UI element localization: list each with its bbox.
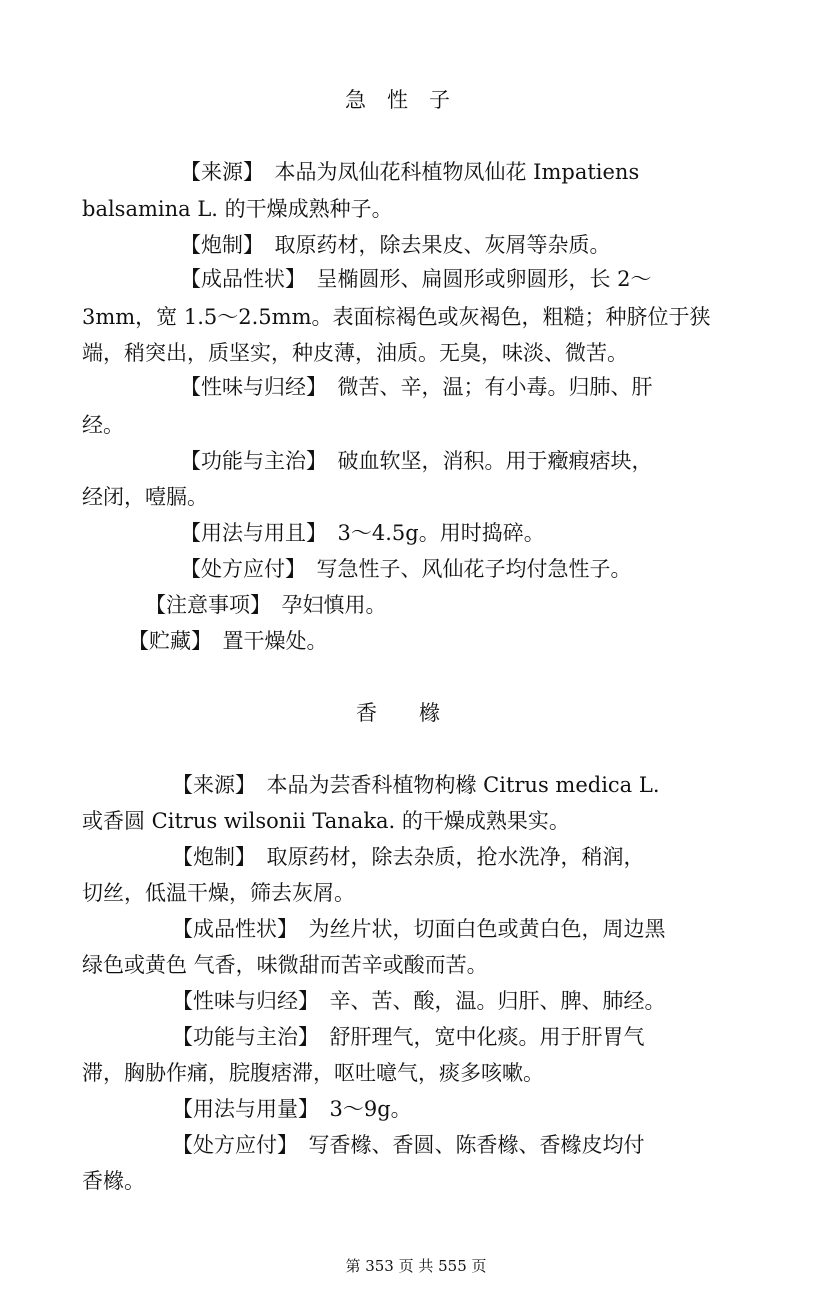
text-line: 或香圆 Citrus wilsonii Tanaka. 的干燥成熟果实。 [82,809,570,833]
text-line: 【贮藏】 置干燥处。 [128,629,328,653]
text-line: 香橼。 [82,1169,145,1193]
text-line: 端，稍突出，质坚实，种皮薄，油质。无臭，味淡、微苦。 [82,341,628,365]
text-line: 绿色或黄色 气香，味微甜而苦辛或酸而苦。 [82,953,488,977]
text-line: 经闭，噎膈。 [82,485,208,509]
text-line: 【来源】 本品为凤仙花科植物凤仙花 Impatiens [180,160,640,184]
text-line: 【功能与主治】 破血软坚，消积。用于癥瘕痞块， [180,449,653,473]
text-line: 【成品性状】 呈椭圆形、扁圆形或卵圆形，长 2～ [180,267,652,291]
text-line: balsamina L. 的干燥成熟种子。 [82,197,393,221]
section-title: 香 橼 [356,701,440,725]
text-line: 【处方应付】 写香橼、香圆、陈香橼、香橼皮均付 [172,1133,645,1157]
section-title: 急 性 子 [345,88,450,112]
text-line: 3mm，宽 1.5～2.5mm。表面棕褐色或灰褐色，粗糙；种脐位于狭 [82,305,711,329]
text-line: 【用法与用且】 3～4.5g。用时捣碎。 [180,521,545,545]
text-line: 【性味与归经】 微苦、辛，温；有小毒。归肺、肝 [180,375,653,399]
text-line: 滞，胸胁作痛，脘腹痞滞，呕吐噫气，痰多咳嗽。 [82,1061,544,1085]
text-line: 【用法与用量】 3～9g。 [172,1097,412,1121]
text-line: 【性味与归经】 辛、苦、酸，温。归肝、脾、肺经。 [172,989,666,1013]
text-line: 【炮制】 取原药材，除去果皮、灰屑等杂质。 [180,233,611,257]
text-line: 【成品性状】 为丝片状，切面白色或黄白色，周边黑 [172,917,666,941]
text-line: 【注意事项】 孕妇慎用。 [145,593,387,617]
text-line: 【来源】 本品为芸香科植物枸橼 Citrus medica L. [172,773,660,797]
text-line: 经。 [82,413,124,437]
text-line: 切丝，低温干燥，筛去灰屑。 [82,881,355,905]
text-line: 【炮制】 取原药材，除去杂质，抢水洗净，稍润， [172,845,645,869]
text-line: 【处方应付】 写急性子、风仙花子均付急性子。 [180,557,632,581]
text-line: 【功能与主治】 舒肝理气，宽中化痰。用于肝胃气 [172,1025,645,1049]
page-footer: 第 353 页 共 555 页 [345,1257,487,1275]
